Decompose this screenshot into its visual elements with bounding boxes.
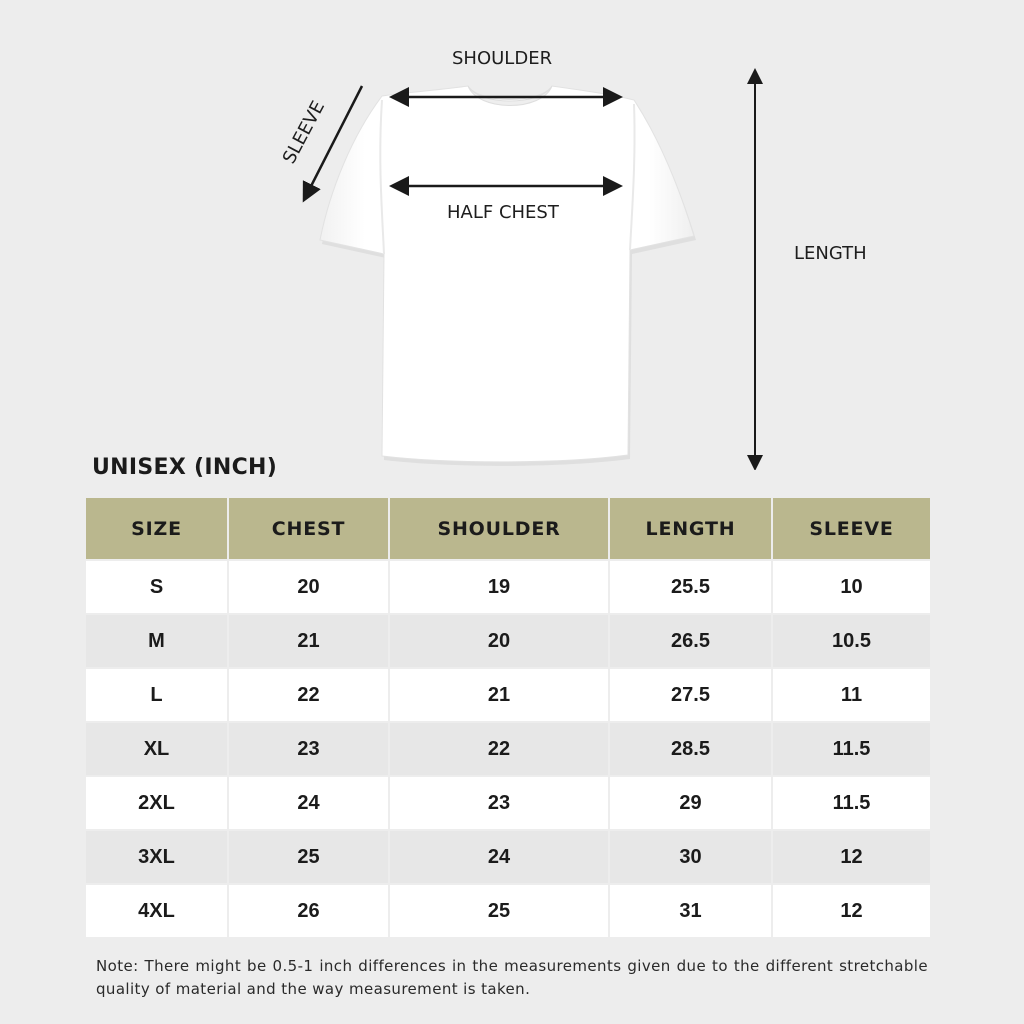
- cell-shoulder: 24: [390, 831, 608, 883]
- cell-chest: 24: [229, 777, 388, 829]
- cell-size: L: [86, 669, 227, 721]
- table-row: [86, 885, 930, 937]
- cell-shoulder: 23: [390, 777, 608, 829]
- half-chest-label: HALF CHEST: [447, 202, 559, 223]
- cell-size: M: [86, 615, 227, 667]
- cell-chest: 22: [229, 669, 388, 721]
- cell-size: 3XL: [86, 831, 227, 883]
- cell-shoulder: 25: [390, 885, 608, 937]
- cell-sleeve: 11: [773, 669, 930, 721]
- cell-chest: 23: [229, 723, 388, 775]
- table-row: [86, 777, 930, 829]
- cell-sleeve: 11.5: [773, 777, 930, 829]
- cell-shoulder: 20: [390, 615, 608, 667]
- cell-sleeve: 10: [773, 561, 930, 613]
- cell-size: 4XL: [86, 885, 227, 937]
- cell-length: 28.5: [610, 723, 771, 775]
- table-row: [86, 615, 930, 667]
- column-header-length: LENGTH: [610, 498, 771, 559]
- table-title: UNISEX (INCH): [92, 455, 278, 480]
- cell-length: 27.5: [610, 669, 771, 721]
- cell-size: XL: [86, 723, 227, 775]
- cell-sleeve: 11.5: [773, 723, 930, 775]
- table-header-row: [86, 498, 930, 559]
- cell-chest: 20: [229, 561, 388, 613]
- cell-shoulder: 22: [390, 723, 608, 775]
- cell-length: 31: [610, 885, 771, 937]
- column-header-sleeve: SLEEVE: [773, 498, 930, 559]
- cell-chest: 21: [229, 615, 388, 667]
- sleeve-label: SLEEVE: [278, 97, 330, 168]
- cell-length: 26.5: [610, 615, 771, 667]
- column-header-chest: CHEST: [229, 498, 388, 559]
- column-header-shoulder: SHOULDER: [390, 498, 608, 559]
- cell-shoulder: 21: [390, 669, 608, 721]
- cell-chest: 26: [229, 885, 388, 937]
- shoulder-label: SHOULDER: [452, 48, 553, 69]
- cell-length: 30: [610, 831, 771, 883]
- size-table: [84, 496, 932, 939]
- column-header-size: SIZE: [86, 498, 227, 559]
- length-label: LENGTH: [794, 243, 867, 264]
- table-row: [86, 723, 930, 775]
- table-row: [86, 669, 930, 721]
- cell-shoulder: 19: [390, 561, 608, 613]
- measurement-note: Note: There might be 0.5-1 inch differences in the measurements given due to the different stretchable quality of material and the way measurement is taken.: [96, 957, 928, 998]
- tshirt-icon: [320, 86, 694, 462]
- cell-sleeve: 12: [773, 885, 930, 937]
- cell-length: 25.5: [610, 561, 771, 613]
- cell-length: 29: [610, 777, 771, 829]
- cell-sleeve: 12: [773, 831, 930, 883]
- tshirt-measurement-diagram: [0, 0, 1024, 470]
- cell-size: 2XL: [86, 777, 227, 829]
- table-row: [86, 831, 930, 883]
- table-row: [86, 561, 930, 613]
- cell-size: S: [86, 561, 227, 613]
- cell-sleeve: 10.5: [773, 615, 930, 667]
- cell-chest: 25: [229, 831, 388, 883]
